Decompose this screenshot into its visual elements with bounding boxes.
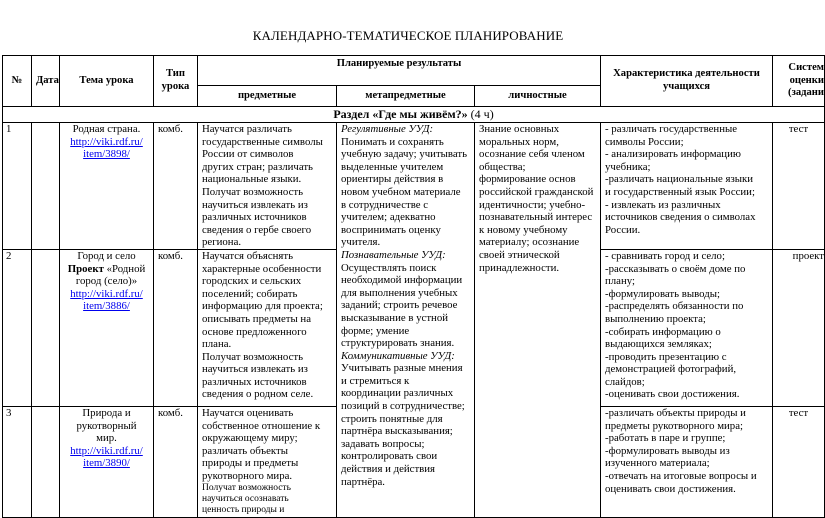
text-line: поселений; собирать <box>202 287 298 300</box>
header-system <box>773 56 825 107</box>
topic-link-cont[interactable]: item/3890/ <box>83 457 130 470</box>
text-line: государственные символы <box>202 135 323 148</box>
text-line: национальные языки. <box>202 173 302 186</box>
row-date <box>32 249 60 406</box>
topic-link[interactable]: http://viki.rdf.ru/ <box>70 444 143 457</box>
text-line: природы и предметы <box>202 457 299 470</box>
text-line: основе предложенного <box>202 325 307 338</box>
text-line: Научатся оценивать <box>202 406 294 419</box>
text-line: плана. <box>202 338 232 351</box>
personal-cell <box>475 123 601 518</box>
row-subject <box>198 123 337 250</box>
text-line: учителя. <box>341 236 381 249</box>
text-line: -работать в паре и группе; <box>605 432 726 445</box>
text-line: контролировать свои <box>341 450 438 463</box>
text-line: России от символов <box>202 148 294 161</box>
text-line: региона. <box>202 236 242 249</box>
row-characteristic <box>601 406 773 517</box>
text-line: научиться извлекать из <box>202 198 308 211</box>
text-line: плану; <box>605 275 635 288</box>
text-line: ценность природы и <box>202 504 285 515</box>
text-line: учебную задачу; учитывать <box>341 148 468 161</box>
text-line: и стремиться к <box>341 374 410 387</box>
text-line: своей этнической <box>479 248 560 261</box>
header-characteristic-line1: Характеристика деятельности <box>613 68 760 80</box>
row-topic <box>60 406 154 517</box>
text-line: -проводить презентацию с <box>605 350 727 363</box>
text-line: -различать национальные языки <box>605 173 754 186</box>
row-system: тест <box>773 123 825 250</box>
header-num: № <box>3 56 32 107</box>
text-line: Научатся объяснять <box>202 249 294 262</box>
section-hours: (4 ч) <box>467 107 494 121</box>
text-line: действия и действия <box>341 463 436 476</box>
text-line: учителем; адекватно <box>341 211 436 224</box>
text-line: городских и сельских <box>202 275 302 288</box>
text-line: новом учебном материале <box>341 185 461 198</box>
text-line: задавать вопросы; <box>341 437 425 450</box>
text-line: необходимой информации <box>341 274 463 287</box>
text-line: научиться извлекать из <box>202 363 308 376</box>
text-line: сведения о родном селе. <box>202 388 314 401</box>
text-line: символы России; <box>605 135 684 148</box>
cognitive-title: Познавательные УУД: <box>341 248 446 261</box>
text-line: ориентиры действия в <box>341 173 444 186</box>
text-line: собственное отношение к <box>202 419 321 432</box>
regulative-title: Регулятивные УУД: <box>341 123 434 135</box>
text-line: в сотрудничестве с <box>341 198 429 211</box>
text-line: сведения о гербе своего <box>202 223 312 236</box>
row-num: 2 <box>3 249 32 406</box>
text-line: Знание основных <box>479 123 560 135</box>
topic-title-cont: город (село)» <box>75 275 138 288</box>
project-label: Проект <box>67 262 104 275</box>
text-line: учебника; <box>605 160 651 173</box>
topic-title-cont: мир. <box>96 432 117 445</box>
text-line: выполнению проекта; <box>605 312 706 325</box>
row-system: тест <box>773 406 825 517</box>
topic-project <box>64 263 149 276</box>
text-line: научиться осознавать <box>202 493 289 504</box>
text-line: Научатся различать <box>202 123 292 135</box>
text-line: Получат возможность <box>202 482 291 493</box>
text-line: высказывание в устной <box>341 311 448 324</box>
text-line: -оценивать свои достижения. <box>605 388 740 401</box>
row-characteristic <box>601 249 773 406</box>
text-line: идентичности; учебно- <box>479 198 586 211</box>
planning-table <box>2 55 825 518</box>
header-personal: личностные <box>475 86 601 107</box>
topic-title-cont: рукотворный <box>76 419 137 432</box>
text-line: оценивать свои достижения. <box>605 482 736 495</box>
text-line: общества; <box>479 160 526 173</box>
header-subject: предметные <box>198 86 337 107</box>
text-line: партнёра. <box>341 475 386 488</box>
text-line: российской гражданской <box>479 185 594 198</box>
topic-title: Родная страна. <box>72 123 141 135</box>
text-line: рукотворного мира. <box>202 469 293 482</box>
row-type: комб. <box>154 123 198 250</box>
row-type: комб. <box>154 406 198 517</box>
text-line: предметы рукотворного мира; <box>605 419 743 432</box>
topic-link-cont[interactable]: item/3898/ <box>83 148 130 161</box>
row-system: проект <box>773 249 825 406</box>
text-line: осознание себя членом <box>479 148 585 161</box>
text-line: форме; умение <box>341 324 410 337</box>
text-line: Учитывать разные мнения <box>341 362 463 375</box>
row-type: комб. <box>154 249 198 406</box>
row-topic <box>60 123 154 250</box>
row-date <box>32 123 60 250</box>
communicative-title: Коммуникативные УУД: <box>341 349 455 362</box>
row-characteristic <box>601 123 773 250</box>
text-line: различных источников <box>202 211 307 224</box>
text-line: описывать предметы на <box>202 312 311 325</box>
topic-link[interactable]: http://viki.rdf.ru/ <box>70 287 143 300</box>
text-line: характерные особенности <box>202 262 322 275</box>
text-line: к новому учебному <box>479 223 568 236</box>
text-line: партнёра высказывания; <box>341 425 453 438</box>
text-line: -отвечать на итоговые вопросы и <box>605 469 757 482</box>
text-line: материалу; осознание <box>479 236 580 249</box>
text-line: выделенные учителем <box>341 160 444 173</box>
text-line: России. <box>605 223 641 236</box>
row-topic <box>60 249 154 406</box>
text-line: различать объекты <box>202 444 288 457</box>
text-line: -собирать информацию о <box>605 325 721 338</box>
text-line: -распределять обязанности по <box>605 300 744 313</box>
text-line: Получат возможность <box>202 350 304 363</box>
topic-link-cont[interactable]: item/3886/ <box>83 300 130 313</box>
row-subject <box>198 249 337 406</box>
header-type <box>154 56 198 107</box>
text-line: заданий; строить речевое <box>341 299 458 312</box>
section-heading <box>3 107 825 123</box>
text-line: познавательный интерес <box>479 211 593 224</box>
header-type-line1: Тип <box>165 68 185 80</box>
text-line: - различать государственные <box>605 123 738 135</box>
text-line: других стран; различать <box>202 160 313 173</box>
text-line: - сравнивать город и село; <box>605 249 725 262</box>
text-line: принадлежности. <box>479 261 560 274</box>
text-line: и государственный язык России; <box>605 185 755 198</box>
header-date: Дата <box>32 56 60 107</box>
header-type-line2: урока <box>161 81 190 92</box>
text-line: окружающему миру; <box>202 432 298 445</box>
text-line: демонстрацией фотографий, <box>605 363 737 376</box>
topic-title: Природа и <box>82 406 131 419</box>
text-line: источников сведения о символах <box>605 211 756 224</box>
row-date <box>32 406 60 517</box>
text-line: строить понятные для <box>341 412 443 425</box>
header-characteristic-line2: учащихся <box>662 81 711 92</box>
text-line: Осуществлять поиск <box>341 261 437 274</box>
page-title: КАЛЕНДАРНО-ТЕМАТИЧЕСКОЕ ПЛАНИРОВАНИЕ <box>252 28 564 43</box>
text-line: Понимать и сохранять <box>341 135 444 148</box>
row-num: 1 <box>3 123 32 250</box>
header-characteristic <box>601 56 773 107</box>
text-line: -рассказывать о своём доме по <box>605 262 746 275</box>
header-metasubject: метапредметные <box>337 86 475 107</box>
text-line: -различать объекты природы и <box>605 406 746 419</box>
text-line: слайдов; <box>605 375 645 388</box>
text-line: моральных норм, <box>479 135 559 148</box>
text-line: позиций в сотрудничестве; <box>341 400 465 413</box>
topic-link[interactable]: http://viki.rdf.ru/ <box>70 135 143 148</box>
text-line: координации различных <box>341 387 454 400</box>
section-title: Раздел «Где мы живём?» <box>333 107 468 121</box>
text-line: воспринимать оценку <box>341 223 441 236</box>
text-line: -формулировать выводы из <box>605 444 730 457</box>
text-line: - извлекать из различных <box>605 198 721 211</box>
header-topic: Тема урока <box>60 56 154 107</box>
text-line: для выполнения учебных <box>341 286 458 299</box>
text-line: формирование основ <box>479 173 576 186</box>
table-row <box>3 123 825 250</box>
header-system-line3: (задани <box>788 87 824 99</box>
text-line: -формулировать выводы; <box>605 287 720 300</box>
metasubject-cell <box>337 123 475 518</box>
header-system-line1: Систем <box>788 62 824 74</box>
row-subject <box>198 406 337 517</box>
row-num: 3 <box>3 406 32 517</box>
text-line: Получат возможность <box>202 185 304 198</box>
topic-title: Город и село <box>77 249 136 262</box>
text-line: выдающихся земляках; <box>605 338 712 351</box>
text-line: структурировать знания. <box>341 337 455 350</box>
project-title: «Родной <box>103 262 146 275</box>
header-system-line2: оценки <box>789 74 824 86</box>
text-line: - анализировать информацию <box>605 148 741 161</box>
text-line: различных источников <box>202 375 307 388</box>
text-line: изученного материала; <box>605 457 710 470</box>
header-planned-results: Планируемые результаты <box>198 56 601 86</box>
text-line: информацию для проекта; <box>202 300 323 313</box>
